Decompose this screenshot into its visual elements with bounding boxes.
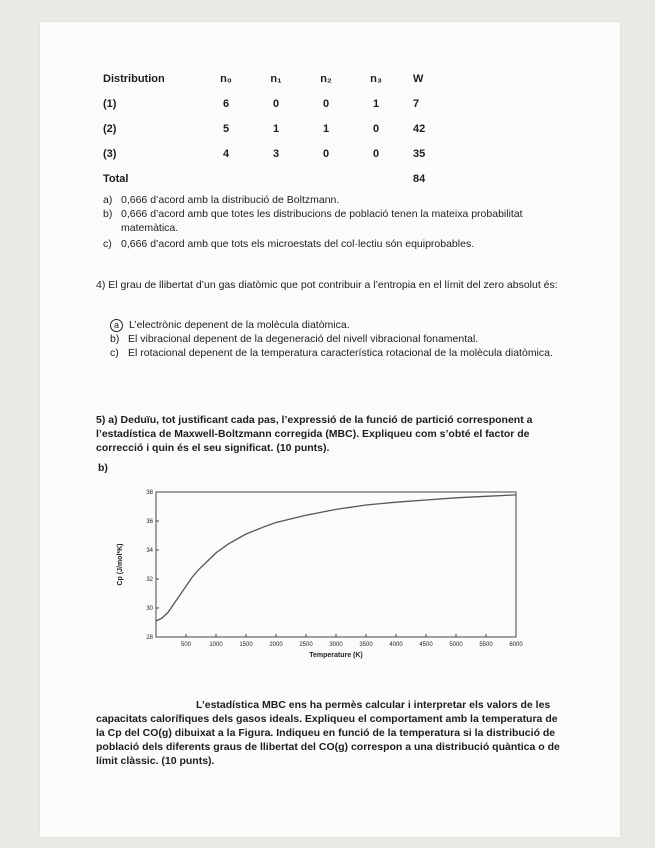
y-tick-label: 34 bbox=[146, 548, 153, 554]
option-text: 0,666 d’acord amb que tots els microestats del col·lectiu són equiprobables. bbox=[121, 238, 475, 250]
table-row bbox=[103, 141, 453, 166]
x-tick-label: 3500 bbox=[359, 642, 373, 648]
x-tick-label: 5500 bbox=[479, 642, 493, 648]
table-cell: 7 bbox=[413, 97, 420, 110]
table-cell: 84 bbox=[413, 172, 426, 185]
prev-option-c bbox=[103, 238, 563, 252]
table-cell: 42 bbox=[413, 122, 426, 135]
table-cell: 0 bbox=[372, 147, 380, 160]
option-label: c) bbox=[110, 347, 119, 359]
x-tick-label: 4500 bbox=[419, 642, 433, 648]
table-cell bbox=[351, 166, 401, 191]
table-cell: 0 bbox=[372, 122, 380, 135]
table-cell: 4 bbox=[222, 147, 230, 160]
y-axis-label: Cp (J/mol*K) bbox=[117, 543, 124, 586]
table-cell: 35 bbox=[413, 147, 426, 160]
y-tick-label: 38 bbox=[146, 490, 153, 496]
option-text: 0,666 d’acord amb la distribució de Boltzmann. bbox=[121, 194, 340, 206]
table-cell: 1 bbox=[322, 122, 330, 135]
question-number: 5) bbox=[96, 414, 106, 426]
part-b-label: b) bbox=[98, 462, 108, 474]
table-cell bbox=[201, 166, 251, 191]
table-row bbox=[103, 91, 453, 116]
table-cell: 0 bbox=[272, 97, 280, 110]
option-label: b) bbox=[103, 208, 113, 220]
table-cell: (2) bbox=[103, 122, 117, 135]
table-header-row bbox=[103, 66, 453, 91]
q4-option-b bbox=[110, 333, 560, 347]
y-axis bbox=[146, 490, 159, 641]
table-cell: (3) bbox=[103, 147, 117, 160]
table-row bbox=[103, 116, 453, 141]
table-cell bbox=[301, 166, 351, 191]
option-text: L’electrònic depenent de la molècula diatòmica. bbox=[129, 319, 350, 331]
points: (10 punts). bbox=[161, 755, 215, 767]
x-tick-label: 6000 bbox=[509, 642, 523, 648]
question-text: Deduïu, tot justificant cada pas, l’expressió de la funció de partició corresponent a l’estadística de Maxwell-Boltzmann corregida (MBC). Expliqueu com s’obté el factor de correcció i quin és el seu significat. bbox=[96, 414, 533, 454]
x-tick-label: 1500 bbox=[239, 642, 253, 648]
table-header: n₁ bbox=[270, 72, 282, 85]
option-text: El vibracional depenent de la degeneració del nivell vibracional fonamental. bbox=[128, 333, 479, 345]
x-tick-label: 2000 bbox=[269, 642, 283, 648]
question-5b bbox=[96, 698, 568, 768]
part-label: a) bbox=[108, 414, 118, 426]
answer-circle: a bbox=[110, 319, 123, 332]
x-tick-label: 500 bbox=[180, 642, 192, 648]
table-cell: 1 bbox=[272, 122, 280, 135]
y-tick-label: 30 bbox=[146, 606, 153, 612]
cp-chart bbox=[110, 482, 540, 682]
table-header: n₂ bbox=[320, 72, 332, 85]
x-tick-label: 1000 bbox=[209, 642, 223, 648]
x-axis-label: Temperature (K) bbox=[309, 652, 363, 659]
exam-page bbox=[40, 22, 620, 837]
option-text: 0,666 d’acord amb que totes les distribucions de població tenen la mateixa probabilitat matemàtica. bbox=[121, 208, 523, 234]
table-cell: 3 bbox=[272, 147, 280, 160]
distribution-table bbox=[103, 66, 453, 191]
question-5a bbox=[96, 413, 568, 455]
q4-option-a bbox=[110, 319, 550, 333]
table-cell: 0 bbox=[322, 97, 330, 110]
table-cell bbox=[251, 166, 301, 191]
table-header: W bbox=[413, 72, 424, 85]
option-text: El rotacional depenent de la temperatura característica rotacional de la molècula diatòmica. bbox=[128, 347, 553, 359]
question-4 bbox=[96, 278, 566, 292]
x-tick-label: 5000 bbox=[449, 642, 463, 648]
x-axis bbox=[181, 634, 523, 648]
y-tick-label: 32 bbox=[146, 577, 153, 583]
points: (10 punts). bbox=[276, 442, 330, 454]
table-cell: Total bbox=[103, 172, 129, 185]
option-label: a) bbox=[103, 194, 113, 206]
table-header: n₃ bbox=[370, 72, 382, 85]
plot-frame bbox=[156, 492, 516, 637]
cp-series-line bbox=[156, 495, 516, 621]
prev-option-b bbox=[103, 208, 571, 235]
y-tick-label: 36 bbox=[146, 519, 153, 525]
option-label: b) bbox=[110, 333, 120, 345]
question-text: L’estadística MBC ens ha permès calcular i interpretar els valors de les capacitats calorífiques dels gasos ideals. Expliqueu el comportament amb la temperatura de la Cp del CO(g) dibuixat a la Figura. Indiqueu en funció de la temperatura si la distribució de població dels diferents graus de llibertat del CO(g) correspon a una distribució quàntica o de límit clàssic. bbox=[96, 699, 560, 767]
table-cell: 0 bbox=[322, 147, 330, 160]
table-cell: 6 bbox=[222, 97, 230, 110]
question-number: 4) bbox=[96, 279, 106, 291]
x-tick-label: 2500 bbox=[299, 642, 313, 648]
x-tick-label: 4000 bbox=[389, 642, 403, 648]
table-header: Distribution bbox=[103, 72, 165, 85]
option-label: c) bbox=[103, 238, 112, 250]
prev-option-a bbox=[103, 194, 543, 208]
table-cell: 1 bbox=[372, 97, 380, 110]
table-row-total bbox=[103, 166, 453, 191]
table-cell: 5 bbox=[222, 122, 230, 135]
table-cell: (1) bbox=[103, 97, 117, 110]
y-tick-label: 28 bbox=[146, 635, 153, 641]
q4-option-c bbox=[110, 347, 568, 361]
question-text: El grau de llibertat d’un gas diatòmic que pot contribuir a l’entropia en el límit del zero absolut és: bbox=[108, 279, 558, 291]
table-header: n₀ bbox=[220, 72, 232, 85]
x-tick-label: 3000 bbox=[329, 642, 343, 648]
